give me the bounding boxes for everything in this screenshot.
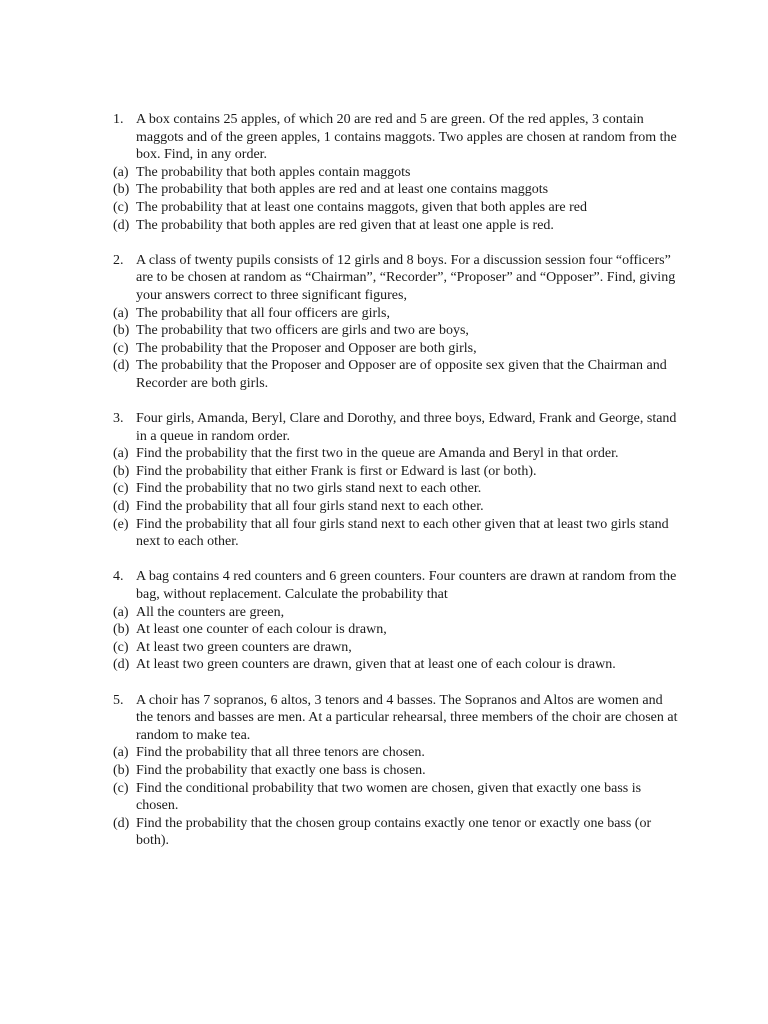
part-label: (a) (113, 446, 129, 462)
question-number: 5. (113, 692, 124, 708)
question-part (113, 199, 683, 217)
question-part (113, 762, 683, 780)
question-part (113, 305, 683, 323)
part-text: All the counters are green, (136, 604, 285, 620)
part-label: (a) (113, 604, 129, 620)
part-text: Find the probability that no two girls stand next to each other. (136, 481, 482, 497)
part-label: (c) (113, 481, 129, 497)
question-5 (113, 692, 683, 850)
part-text: Find the conditional probability that two women are chosen, given that exactly one bass is chosen. (136, 780, 642, 814)
question-list (113, 111, 683, 868)
part-text: At least two green counters are drawn, given that at least one of each colour is drawn. (136, 657, 616, 673)
question-stem-line (113, 111, 683, 164)
question-number: 3. (113, 411, 124, 427)
question-2 (113, 252, 683, 393)
question-number: 4. (113, 569, 124, 585)
part-label: (b) (113, 182, 130, 198)
part-text: Find the probability that all three tenors are chosen. (136, 745, 425, 761)
question-part (113, 480, 683, 498)
question-number: 2. (113, 252, 124, 268)
question-part (113, 621, 683, 639)
question-part (113, 815, 683, 850)
part-label: (a) (113, 305, 129, 321)
part-label: (c) (113, 639, 129, 655)
part-text: Find the probability that all four girls stand next to each other. (136, 499, 484, 515)
part-text: The probability that all four officers are girls, (136, 305, 390, 321)
question-stem-line (113, 692, 683, 745)
part-text: Find the probability that all four girls stand next to each other given that at least two girls stand next to each other. (136, 516, 669, 550)
part-label: (d) (113, 657, 130, 673)
part-text: The probability that both apples are red given that at least one apple is red. (136, 217, 554, 233)
question-stem: Four girls, Amanda, Beryl, Clare and Dorothy, and three boys, Edward, Frank and George, stand in a queue in random order. (136, 411, 677, 444)
part-label: (a) (113, 745, 129, 761)
question-stem-line (113, 410, 683, 445)
question-part (113, 445, 683, 463)
question-1 (113, 111, 683, 234)
question-stem-line (113, 568, 683, 603)
question-4 (113, 568, 683, 674)
question-part (113, 639, 683, 657)
part-label: (d) (113, 815, 130, 831)
question-part (113, 181, 683, 199)
part-label: (d) (113, 499, 130, 515)
question-part (113, 357, 683, 392)
part-label: (d) (113, 217, 130, 233)
question-part (113, 516, 683, 551)
part-label: (b) (113, 622, 130, 638)
part-text: The probability that the Proposer and Opposer are both girls, (136, 340, 477, 356)
question-part (113, 463, 683, 481)
part-label: (d) (113, 358, 130, 374)
part-label: (b) (113, 323, 130, 339)
part-text: The probability that both apples contain maggots (136, 164, 411, 180)
part-label: (c) (113, 340, 129, 356)
part-label: (b) (113, 762, 130, 778)
question-3 (113, 410, 683, 551)
part-label: (c) (113, 199, 129, 215)
part-text: Find the probability that either Frank is first or Edward is last (or both). (136, 463, 537, 479)
question-stem: A class of twenty pupils consists of 12 girls and 8 boys. For a discussion session four “officers” are to be chosen at random as “Chairman”, “Recorder”, “Proposer” and “Opposer”. Find, giving your answers correct to three significant figures, (136, 252, 676, 303)
part-text: Find the probability that the chosen group contains exactly one tenor or exactly one bass (or both). (136, 815, 652, 849)
part-text: At least two green counters are drawn, (136, 639, 352, 655)
part-label: (b) (113, 463, 130, 479)
question-part (113, 322, 683, 340)
question-stem: A choir has 7 sopranos, 6 altos, 3 tenors and 4 basses. The Sopranos and Altos are women and the tenors and basses are men. At a particular rehearsal, three members of the choir are chosen at random to make tea. (136, 692, 678, 743)
part-text: The probability that the Proposer and Opposer are of opposite sex given that the Chairman and Recorder are both girls. (136, 358, 667, 391)
question-part (113, 656, 683, 674)
part-label: (c) (113, 780, 129, 796)
question-part (113, 744, 683, 762)
question-part (113, 164, 683, 182)
question-part (113, 340, 683, 358)
part-text: Find the probability that the first two in the queue are Amanda and Beryl in that order. (136, 446, 619, 462)
part-label: (a) (113, 164, 129, 180)
part-label: (e) (113, 516, 129, 532)
question-part (113, 498, 683, 516)
question-stem: A box contains 25 apples, of which 20 are red and 5 are green. Of the red apples, 3 contain maggots and of the green apples, 1 contains maggots. Two apples are chosen at random from the box. Find, in any order. (136, 112, 677, 163)
part-text: At least one counter of each colour is drawn, (136, 622, 387, 638)
question-part (113, 604, 683, 622)
part-text: The probability that two officers are girls and two are boys, (136, 323, 469, 339)
part-text: Find the probability that exactly one bass is chosen. (136, 762, 426, 778)
question-number: 1. (113, 112, 124, 127)
part-text: The probability that both apples are red and at least one contains maggots (136, 182, 549, 198)
question-stem-line (113, 252, 683, 305)
question-stem: A bag contains 4 red counters and 6 green counters. Four counters are drawn at random from the bag, without replacement. Calculate the probability that (136, 569, 677, 603)
part-text: The probability that at least one contains maggots, given that both apples are red (136, 199, 587, 215)
question-part (113, 780, 683, 815)
question-part (113, 217, 683, 235)
